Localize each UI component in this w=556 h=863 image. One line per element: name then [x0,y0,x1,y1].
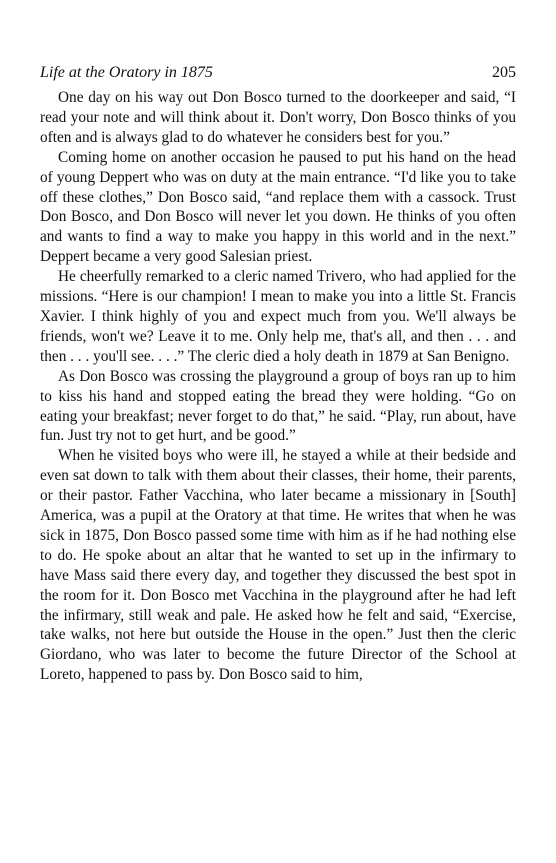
paragraph: When he visited boys who were ill, he stayed a while at their bedside and even sat down to talk with them about their classes, their home, their parents, or their pastor. Father Vacchina, who later became a missionary in [South] America, was a pupil at the Oratory at that time. He writes that when he was sick in 1875, Don Bosco passed some time with him as if he had nothing else to do. He spoke about an altar that he wanted to set up in the infirmary to have Mass said there every day, and together they discussed the best spot in the room for it. Don Bosco met Vacchina in the playground after he had left the infirmary, still weak and pale. He asked how he felt and said, “Exercise, take walks, not here but outside the House in the open.” Just then the cleric Giordano, who was later to become the future Director of the School at Loreto, happened to pass by. Don Bosco said to him, [40,447,516,684]
paragraph: As Don Bosco was crossing the playground a group of boys ran up to him to kiss his hand and stopped eating the bread they were holding. “Go on eating your breakfast; never forget to do that,” he said. “Play, run about, have fun. Just try not to get hurt, and be good.” [40,367,516,445]
running-title: Life at the Oratory in 1875 [40,64,213,81]
page-number: 205 [492,64,516,81]
paragraph: Coming home on another occasion he paused to put his hand on the head of young Deppert who was on duty at the main entrance. “I'd like you to take off these clothes,” Don Bosco said, “and replace them with a cassock. Trust Don Bosco, and Don Bosco will never let you down. He thinks of you often and wants to find a way to make you happy in this world and in the next.” Deppert became a very good Salesian priest. [40,148,516,266]
body-text [40,88,516,685]
paragraph: One day on his way out Don Bosco turned to the doorkeeper and said, “I read your note and will think about it. Don't worry, Don Bosco thinks of you often and is always glad to do whatever he considers best for you.” [40,89,516,146]
paragraph: He cheerfully remarked to a cleric named Trivero, who had applied for the missions. “Here is our champion! I mean to make you into a little St. Francis Xavier. I think highly of you and expect much from you. We'll always be friends, won't we? Leave it to me. Only help me, that's all, and then . . . and then . . . you'll see. . . .” The cleric died a holy death in 1879 at San Benigno. [40,268,516,365]
